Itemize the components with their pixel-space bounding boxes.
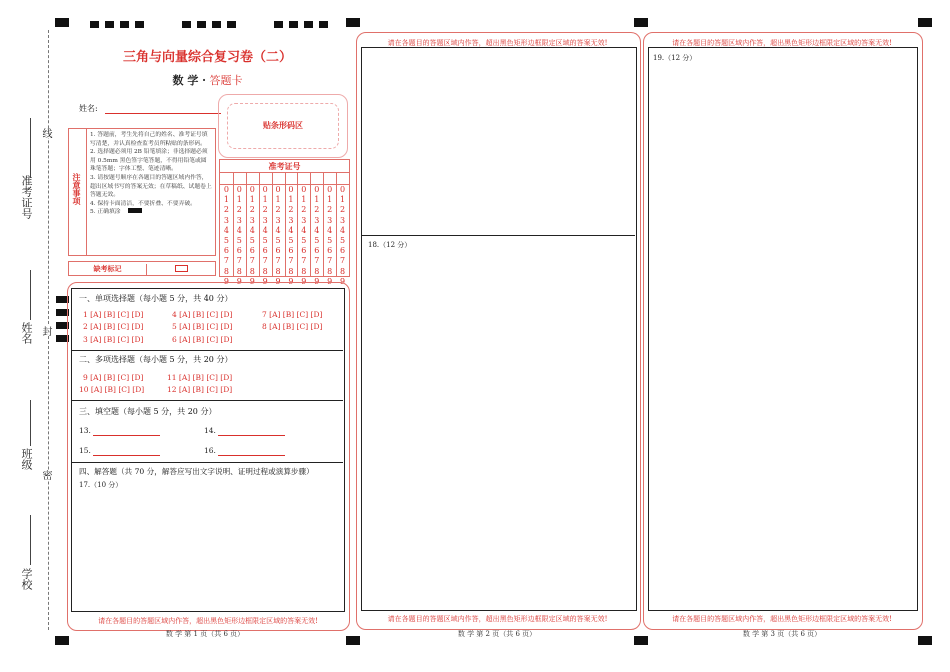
exam-id-digit[interactable]: 4 (249, 225, 255, 235)
exam-id-digit[interactable]: 9 (340, 276, 346, 286)
binding-class-label: 班级 (20, 448, 33, 470)
exam-id-digit[interactable]: 0 (340, 185, 346, 194)
exam-id-digit[interactable]: 9 (327, 276, 333, 286)
exam-id-digit[interactable]: 8 (236, 266, 242, 276)
exam-id-grid (219, 159, 350, 286)
exam-id-digit[interactable]: 6 (249, 246, 255, 256)
exam-id-column[interactable] (261, 185, 270, 287)
q5-options[interactable]: 5 [A] [B] [C] [D] (172, 322, 233, 331)
binding-xian: 线 (40, 128, 51, 138)
exam-id-digit[interactable]: 1 (262, 195, 268, 205)
q7-options[interactable]: 7 [A] [B] [C] [D] (262, 310, 323, 319)
blank-13[interactable]: 13. (79, 426, 199, 435)
barcode-label: 贴条形码区 (263, 120, 303, 130)
exam-id-digit[interactable]: 5 (327, 236, 333, 246)
exam-id-digit[interactable]: 3 (223, 215, 229, 225)
exam-id-digit[interactable]: 3 (275, 215, 281, 225)
exam-id-digit[interactable]: 8 (314, 266, 320, 276)
exam-id-digit[interactable]: 1 (249, 195, 255, 205)
exam-id-digit[interactable]: 4 (327, 225, 333, 235)
q1-options[interactable]: 1 [A] [B] [C] [D] (83, 310, 144, 319)
exam-id-digit[interactable]: 8 (288, 266, 294, 276)
notice-item: 3. 请按题号顺序在各题目的答题区域内作答，超出区域书写的答案无效；在草稿纸、试题卷上答题无效。 (90, 174, 212, 199)
notice-box (68, 128, 216, 256)
exam-id-digit[interactable]: 6 (340, 246, 346, 256)
exam-id-digit[interactable]: 2 (236, 205, 242, 215)
exam-id-digit[interactable]: 2 (249, 205, 255, 215)
exam-id-digit[interactable]: 5 (262, 236, 268, 246)
exam-id-col-separator (336, 172, 337, 276)
q17-label: 17.（10 分） (79, 481, 123, 489)
exam-id-digit[interactable]: 5 (288, 236, 294, 246)
exam-id-digit[interactable]: 6 (275, 246, 281, 256)
binding-school-line (30, 515, 31, 565)
subject-title (70, 72, 345, 88)
exam-id-digit[interactable]: 9 (314, 276, 320, 286)
exam-id-digit[interactable]: 7 (262, 256, 268, 266)
exam-id-digit[interactable]: 4 (314, 225, 320, 235)
exam-id-column[interactable] (299, 185, 308, 287)
exam-id-digit[interactable]: 7 (249, 256, 255, 266)
notice-item-fill: 5. 正确填涂 (90, 208, 212, 217)
exam-id-digit[interactable]: 4 (301, 225, 307, 235)
exam-id-digit[interactable]: 7 (327, 256, 333, 266)
exam-id-digit[interactable]: 0 (327, 185, 333, 194)
page3-warning-top: 请在各题目的答题区域内作答，超出黑色矩形边框限定区域的答案无效! (672, 39, 892, 47)
exam-id-column[interactable] (325, 185, 334, 287)
corner-mark (634, 636, 648, 645)
exam-id-col-separator (285, 172, 286, 276)
page1-warning: 请在各题目的答题区域内作答，超出黑色矩形边框限定区域的答案无效! (98, 617, 318, 625)
exam-id-digit[interactable]: 0 (275, 185, 281, 194)
name-underline (105, 113, 221, 114)
exam-id-digit[interactable]: 1 (288, 195, 294, 205)
q9-options[interactable]: 9 [A] [B] [C] [D] (83, 373, 144, 382)
exam-id-digit[interactable]: 3 (262, 215, 268, 225)
section-divider (72, 350, 343, 351)
exam-id-label: 准考证号 (268, 161, 301, 171)
exam-id-digit[interactable]: 0 (223, 185, 229, 194)
exam-id-digit[interactable]: 2 (288, 205, 294, 215)
q10-options[interactable]: 10 [A] [B] [C] [D] (79, 385, 145, 394)
fill-sample (128, 208, 142, 213)
exam-id-digit[interactable]: 8 (275, 266, 281, 276)
exam-id-digit[interactable]: 5 (236, 236, 242, 246)
exam-id-digit[interactable]: 2 (314, 205, 320, 215)
blank-16[interactable]: 16. (204, 446, 324, 455)
notice-list (90, 131, 212, 217)
exam-id-digit[interactable]: 0 (249, 185, 255, 194)
blank-15[interactable]: 15. (79, 446, 199, 455)
q12-options[interactable]: 12 [A] [B] [C] [D] (167, 385, 233, 394)
q6-options[interactable]: 6 [A] [B] [C] [D] (172, 335, 233, 344)
blank-underline (218, 435, 285, 436)
exam-id-digit[interactable]: 1 (340, 195, 346, 205)
section2-title: 二、多项选择题（每小题 5 分，共 20 分） (79, 355, 233, 364)
exam-id-digit[interactable]: 1 (236, 195, 242, 205)
missing-mark-row (68, 261, 216, 276)
exam-id-digit[interactable]: 4 (236, 225, 242, 235)
subject-label: 数 学 · (172, 74, 206, 87)
binding-feng: 封 (40, 326, 51, 336)
q19-answer-area[interactable] (649, 64, 915, 608)
binding-exam-no-line (30, 118, 31, 178)
page2-warning-top: 请在各题目的答题区域内作答，超出黑色矩形边框限定区域的答案无效! (387, 39, 608, 47)
exam-id-digit[interactable]: 0 (236, 185, 242, 194)
exam-id-col-separator (272, 172, 273, 276)
binding-school-label: 学校 (20, 568, 33, 590)
missing-checkbox[interactable] (175, 265, 188, 272)
q2-options[interactable]: 2 [A] [B] [C] [D] (83, 322, 144, 331)
exam-id-digit[interactable]: 4 (275, 225, 281, 235)
exam-id-digit[interactable]: 2 (223, 205, 229, 215)
name-label: 姓名: (79, 104, 98, 113)
q18-label: 18.（12 分） (368, 241, 412, 249)
exam-id-digit[interactable]: 1 (223, 195, 229, 205)
exam-id-digit[interactable]: 4 (340, 225, 346, 235)
q18-answer-area[interactable] (362, 250, 634, 608)
exam-id-col-separator (233, 172, 234, 276)
section-divider (72, 462, 343, 463)
exam-id-digit[interactable]: 3 (301, 215, 307, 225)
exam-id-column[interactable] (235, 185, 244, 287)
corner-mark (346, 18, 360, 27)
exam-id-digit[interactable]: 7 (288, 256, 294, 266)
page2-warning-bottom: 请在各题目的答题区域内作答，超出黑色矩形边框限定区域的答案无效! (387, 615, 608, 623)
blank-underline (93, 435, 160, 436)
exam-id-digit[interactable]: 1 (314, 195, 320, 205)
exam-id-column[interactable] (274, 185, 283, 287)
notice-item: 2. 选择题必须用 2B 铅笔填涂；非选择题必须用 0.5mm 黑色签字笔答题，不得用铅笔或圆珠笔答题；字体工整、笔迹清晰。 (90, 149, 208, 173)
page3-warning-bottom: 请在各题目的答题区域内作答，超出黑色矩形边框限定区域的答案无效! (672, 615, 892, 623)
exam-id-digit[interactable]: 2 (340, 205, 346, 215)
exam-id-digit[interactable]: 4 (262, 225, 268, 235)
page2-divider (362, 235, 635, 236)
exam-id-digit[interactable]: 3 (314, 215, 320, 225)
exam-id-digit[interactable]: 7 (314, 256, 320, 266)
exam-id-digit[interactable]: 5 (249, 236, 255, 246)
q8-options[interactable]: 8 [A] [B] [C] [D] (262, 322, 323, 331)
section1-title: 一、单项选择题（每小题 5 分，共 40 分） (79, 294, 233, 303)
binding-name-label: 姓名 (20, 322, 33, 344)
barcode-area (218, 94, 348, 158)
exam-id-digit[interactable]: 7 (275, 256, 281, 266)
exam-id-digit[interactable]: 6 (262, 246, 268, 256)
exam-id-digit[interactable]: 7 (340, 256, 346, 266)
page3-footer: 数 学 第 3 页（共 6 页） (742, 630, 822, 638)
q19-label: 19.（12 分） (653, 54, 697, 62)
notice-item: 4. 保持卡面清洁，不要折叠、不要弄破。 (90, 200, 196, 207)
exam-id-digit[interactable]: 8 (340, 266, 346, 276)
exam-id-digit[interactable]: 5 (301, 236, 307, 246)
q17-continue-area[interactable] (362, 48, 634, 235)
exam-id-digit[interactable]: 1 (275, 195, 281, 205)
exam-id-col-separator (323, 172, 324, 276)
exam-id-digit[interactable]: 7 (301, 256, 307, 266)
exam-id-digit[interactable]: 1 (301, 195, 307, 205)
exam-id-digit[interactable]: 8 (327, 266, 333, 276)
exam-id-digit[interactable]: 8 (223, 266, 229, 276)
exam-id-digit[interactable]: 9 (301, 276, 307, 286)
exam-id-digit[interactable]: 9 (275, 276, 281, 286)
page1-footer: 数 学 第 1 页（共 6 页） (165, 630, 245, 638)
notice-title-cell (69, 129, 87, 255)
q17-answer-area[interactable] (72, 490, 343, 610)
corner-mark (918, 18, 932, 27)
blank-14[interactable]: 14. (204, 426, 324, 435)
binding-mi: 密 (40, 470, 51, 480)
binding-class-line (30, 400, 31, 446)
section4-title: 四、解答题（共 70 分，解答应写出文字说明、证明过程或演算步骤） (79, 467, 314, 476)
blank-underline (93, 455, 160, 456)
exam-id-digit[interactable]: 3 (236, 215, 242, 225)
exam-id-digit[interactable]: 6 (327, 246, 333, 256)
exam-id-digit[interactable]: 5 (314, 236, 320, 246)
exam-id-digit[interactable]: 3 (327, 215, 333, 225)
exam-id-digit[interactable]: 9 (236, 276, 242, 286)
exam-id-digit[interactable]: 6 (314, 246, 320, 256)
exam-id-digit[interactable]: 1 (327, 195, 333, 205)
exam-id-digit[interactable]: 7 (236, 256, 242, 266)
exam-id-column[interactable] (248, 185, 257, 287)
exam-id-digit[interactable]: 0 (301, 185, 307, 194)
exam-id-column[interactable] (286, 185, 295, 287)
exam-id-digit[interactable]: 8 (262, 266, 268, 276)
exam-id-digit[interactable]: 3 (288, 215, 294, 225)
corner-mark (346, 636, 360, 645)
missing-label: 缺考标记 (69, 264, 147, 275)
exam-id-column[interactable] (312, 185, 321, 287)
exam-id-digit[interactable]: 0 (262, 185, 268, 194)
corner-mark (634, 18, 648, 27)
notice-item: 1. 答题前，考生先将自己的姓名、准考证号填写清楚，并认真检查监考员所粘贴的条形码。 (90, 132, 208, 147)
card-label: 答题卡 (209, 74, 243, 87)
binding-exam-no-label: 准考证号 (20, 175, 33, 219)
exam-id-col-separator (246, 172, 247, 276)
exam-id-digit[interactable]: 8 (301, 266, 307, 276)
exam-id-digit[interactable]: 3 (249, 215, 255, 225)
exam-id-digit[interactable]: 6 (288, 246, 294, 256)
exam-id-column[interactable] (222, 185, 231, 287)
exam-id-digit[interactable]: 9 (249, 276, 255, 286)
exam-id-col-separator (297, 172, 298, 276)
exam-id-digit[interactable]: 2 (275, 205, 281, 215)
exam-id-col-separator (259, 172, 260, 276)
exam-id-digit[interactable]: 2 (327, 205, 333, 215)
corner-mark (55, 636, 69, 645)
exam-id-digit[interactable]: 9 (262, 276, 268, 286)
corner-mark (55, 18, 69, 27)
exam-id-columns (220, 160, 349, 286)
notice-title: 注意事项 (72, 173, 82, 205)
exam-id-digit[interactable]: 3 (340, 215, 346, 225)
binding-name-line (30, 270, 31, 320)
q4-options[interactable]: 4 [A] [B] [C] [D] (172, 310, 233, 319)
exam-id-digit[interactable]: 9 (223, 276, 229, 286)
exam-id-digit[interactable]: 6 (236, 246, 242, 256)
name-field[interactable] (79, 103, 98, 114)
section3-title: 三、填空题（每小题 5 分，共 20 分） (79, 407, 217, 416)
exam-id-digit[interactable]: 2 (262, 205, 268, 215)
q3-options[interactable]: 3 [A] [B] [C] [D] (83, 335, 144, 344)
exam-id-col-separator (310, 172, 311, 276)
blank-underline (218, 455, 285, 456)
exam-id-column[interactable] (338, 185, 347, 287)
exam-id-digit[interactable]: 4 (288, 225, 294, 235)
exam-id-digit[interactable]: 8 (249, 266, 255, 276)
exam-id-digit[interactable]: 6 (301, 246, 307, 256)
exam-id-digit[interactable]: 0 (314, 185, 320, 194)
section-divider (72, 400, 343, 401)
exam-id-digit[interactable]: 0 (288, 185, 294, 194)
exam-id-digit[interactable]: 5 (340, 236, 346, 246)
exam-id-digit[interactable]: 9 (288, 276, 294, 286)
page-title: 三角与向量综合复习卷（二） (122, 50, 292, 65)
exam-id-digit[interactable]: 6 (223, 246, 229, 256)
page2-footer: 数 学 第 2 页（共 6 页） (457, 630, 537, 638)
exam-id-digit[interactable]: 2 (301, 205, 307, 215)
corner-mark (918, 636, 932, 645)
q11-options[interactable]: 11 [A] [B] [C] [D] (167, 373, 233, 382)
exam-id-digit[interactable]: 5 (275, 236, 281, 246)
exam-id-digit[interactable]: 7 (223, 256, 229, 266)
exam-id-digit[interactable]: 4 (223, 225, 229, 235)
exam-id-digit[interactable]: 5 (223, 236, 229, 246)
